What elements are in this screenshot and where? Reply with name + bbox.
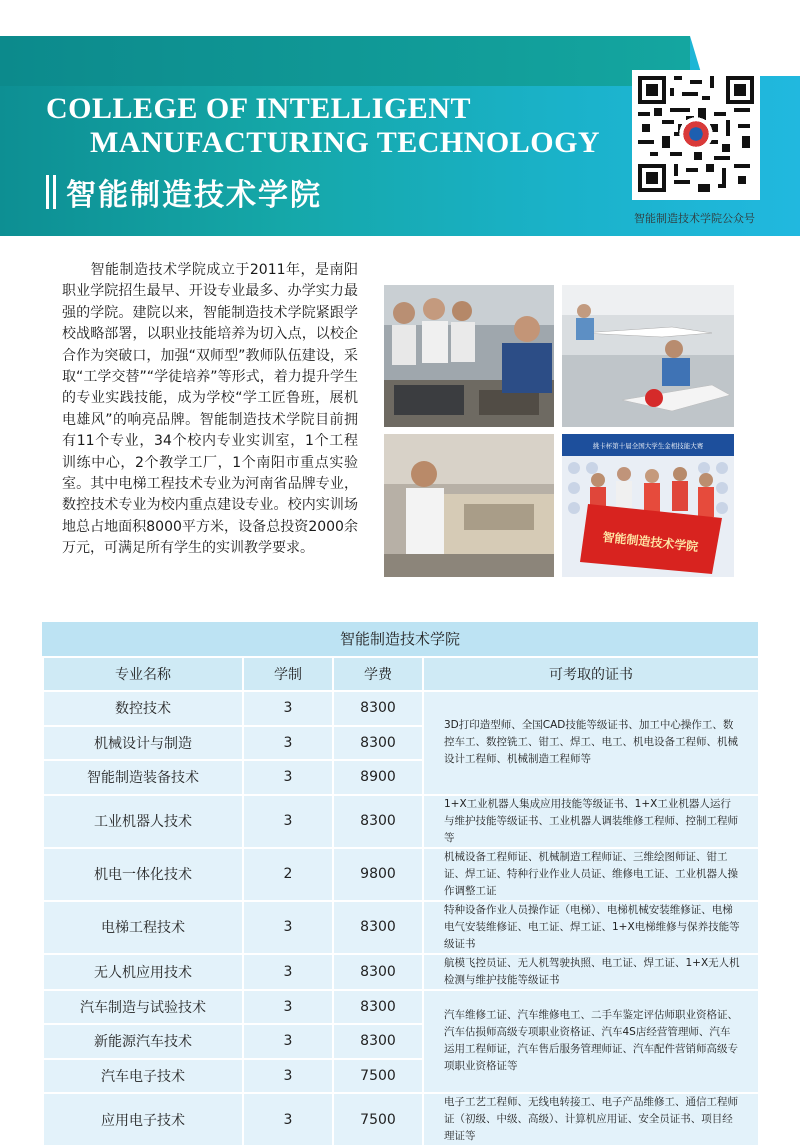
- title-chinese-wrap: [46, 170, 322, 214]
- qr-code: [632, 70, 760, 200]
- major-name: 应用电子技术: [43, 1093, 243, 1146]
- table-row: [43, 795, 759, 848]
- table-row: [43, 990, 759, 1025]
- certificates-cell: 1+X工业机器人集成应用技能等级证书、1+X工业机器人运行与维护技能等级证书、工业机器人调装维修工程师、控制工程师等: [423, 795, 759, 848]
- title-english: [46, 92, 600, 160]
- major-fee: 8900: [333, 760, 423, 795]
- certificates-cell: 汽车维修工证、汽车维修电工、二手车鉴定评估师职业资格证、汽车估损师高级专项职业资格证、汽车4S店经营管理师、汽车运用工程师证，汽车售后服务管理师证、汽车配件营销师高级专项职业资格证等: [423, 990, 759, 1094]
- major-years: 3: [243, 795, 333, 848]
- table-row: [43, 848, 759, 901]
- competition-sign-text: 挑卡杯第十届全国大学生金相技能大赛: [592, 442, 704, 450]
- major-fee: 8300: [333, 691, 423, 726]
- intro-text: 智能制造技术学院成立于2011年，是南阳职业学院招生最早、开设专业最多、办学实力最强的学院。建院以来，智能制造技术学院紧跟学校战略部署，以职业技能培养为切入点，以校企合作为突破口，加强“双师型”教师队伍建设，采取“工学交替”“学徒培养”等形式，着力提升学生的专业实践技能，成为学校“学工匠鲁班，展机电雄风”的响亮品牌。智能制造技术学院目前拥有11个专业，34个校内专业实训室，1个工程训练中心，2个教学工厂，1个南阳市重点实验室。其中电梯工程技术专业为河南省品牌专业，数控技术专业为校内重点建设专业。校内实训场地总占地面积8000平方米，设备总投资2000余万元，可满足所有学生的实训教学要求。: [62, 262, 358, 557]
- title-en-line2: MANUFACTURING TECHNOLOGY: [90, 126, 601, 159]
- major-name: 智能制造装备技术: [43, 760, 243, 795]
- banner-text: 智能制造技术学院: [601, 530, 699, 555]
- major-years: 3: [243, 1059, 333, 1094]
- major-name: 工业机器人技术: [43, 795, 243, 848]
- major-fee: 8300: [333, 990, 423, 1025]
- header-major: 专业名称: [43, 657, 243, 691]
- major-fee: 7500: [333, 1059, 423, 1094]
- major-years: 3: [243, 954, 333, 990]
- major-name: 汽车制造与试验技术: [43, 990, 243, 1025]
- major-fee: 8300: [333, 1024, 423, 1059]
- title-en-line1: COLLEGE OF INTELLIGENT: [46, 92, 471, 125]
- header-strip: [0, 36, 690, 86]
- table-title: 智能制造技术学院: [42, 622, 758, 656]
- major-fee: 8300: [333, 726, 423, 761]
- major-name: 机电一体化技术: [43, 848, 243, 901]
- major-years: 3: [243, 726, 333, 761]
- title-accent-bar: [46, 175, 49, 209]
- photo-student-machine: [384, 434, 554, 577]
- table-row: [43, 954, 759, 990]
- major-years: 3: [243, 1093, 333, 1146]
- certificates-cell: 机械设备工程师证、机械制造工程师证、三维绘图师证、钳工证、焊工证、特种行业作业人员证、维修电工证、工业机器人操作调整工证: [423, 848, 759, 901]
- qr-code-image: [638, 76, 754, 192]
- major-years: 3: [243, 1024, 333, 1059]
- certificates-cell: 电子工艺工程师、无线电转接工、电子产品维修工、通信工程师证（初级、中级、高级）、计算机应用证、安全员证书、项目经理证等: [423, 1093, 759, 1146]
- major-years: 3: [243, 760, 333, 795]
- header-fee: 学费: [333, 657, 423, 691]
- majors-table: [42, 656, 760, 1147]
- photo-competition-group: [562, 434, 734, 577]
- table-row: [43, 691, 759, 726]
- major-fee: 8300: [333, 901, 423, 954]
- title-chinese: 智能制造技术学院: [66, 178, 322, 213]
- major-years: 3: [243, 990, 333, 1025]
- major-years: 3: [243, 691, 333, 726]
- major-name: 数控技术: [43, 691, 243, 726]
- header-years: 学制: [243, 657, 333, 691]
- major-name: 电梯工程技术: [43, 901, 243, 954]
- major-fee: 8300: [333, 954, 423, 990]
- certificates-cell: 特种设备作业人员操作证（电梯）、电梯机械安装维修证、电梯电气安装维修证、电工证、焊工证、1+X电梯维修与保养技能等级证书: [423, 901, 759, 954]
- certificates-cell: 航模飞控员证、无人机驾驶执照、电工证、焊工证、1+X无人机检测与维护技能等级证书: [423, 954, 759, 990]
- table-row: [43, 901, 759, 954]
- certificates-cell: 3D打印造型师、全国CAD技能等级证书、加工中心操作工、数控车工、数控铣工、钳工、焊工、电工、机电设备工程师、机械设计工程师、机械制造工程师等: [423, 691, 759, 795]
- major-name: 新能源汽车技术: [43, 1024, 243, 1059]
- major-fee: 7500: [333, 1093, 423, 1146]
- major-name: 汽车电子技术: [43, 1059, 243, 1094]
- photo-workshop-students: [384, 285, 554, 427]
- major-fee: 8300: [333, 795, 423, 848]
- major-years: 3: [243, 901, 333, 954]
- table-header-row: [43, 657, 759, 691]
- major-name: 无人机应用技术: [43, 954, 243, 990]
- majors-table-section: [42, 622, 758, 1147]
- qr-caption: 智能制造技术学院公众号: [634, 212, 755, 225]
- major-name: 机械设计与制造: [43, 726, 243, 761]
- photo-aircraft-workshop: [562, 285, 734, 427]
- header-certificates: 可考取的证书: [423, 657, 759, 691]
- major-fee: 9800: [333, 848, 423, 901]
- intro-paragraph: [62, 260, 358, 560]
- major-years: 2: [243, 848, 333, 901]
- table-row: [43, 1093, 759, 1146]
- title-accent-bar: [53, 175, 56, 209]
